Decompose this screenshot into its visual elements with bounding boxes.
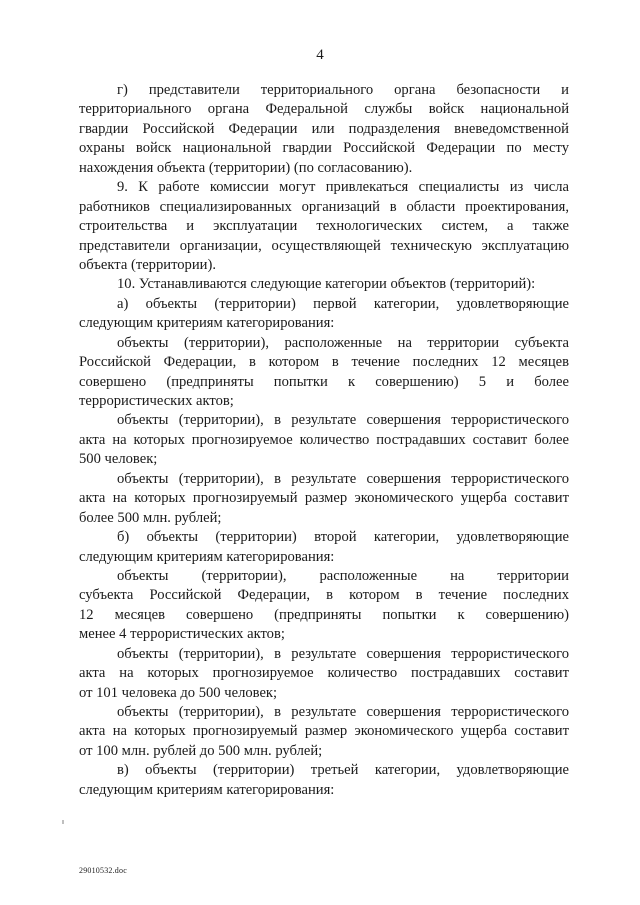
text-line: от 100 млн. рублей до 500 млн. рублей; bbox=[79, 742, 323, 759]
paragraph-item-a-criterion-1 bbox=[79, 334, 569, 412]
text-line: следующим критериям категорирования: bbox=[79, 315, 335, 332]
text-line: строительства и эксплуатации технологических систем, а также bbox=[79, 218, 569, 235]
text-line: объекты (территории), в результате совершения террористического bbox=[117, 704, 569, 720]
text-line: объекты (территории), в результате совершения террористического bbox=[117, 645, 569, 662]
text-line: представители организации, осуществляющей техническую эксплуатацию bbox=[79, 237, 569, 254]
text-line: охраны войск национальной гвардии Российской Федерации по месту bbox=[79, 140, 569, 157]
text-line: субъекта Российской Федерации, в котором в течение последних bbox=[79, 587, 569, 604]
text-line: объекты (территории), расположенные на территории bbox=[117, 567, 569, 584]
text-line: Российской Федерации, в котором в течение последних 12 месяцев bbox=[79, 354, 569, 371]
text-line: в) объекты (территории) третьей категории, удовлетворяющие bbox=[117, 762, 569, 779]
text-line: а) объекты (территории) первой категории, удовлетворяющие bbox=[117, 295, 569, 312]
text-line: территориального органа Федеральной службы войск национальной bbox=[79, 101, 569, 118]
footer-file-name: 29010532.doc bbox=[79, 866, 127, 875]
text-line: более 500 млн. рублей; bbox=[79, 509, 222, 526]
page-number: 4 bbox=[316, 47, 324, 63]
text-line: 9. К работе комиссии могут привлекаться специалисты из числа bbox=[117, 179, 569, 196]
text-line: 10. Устанавливаются следующие категории объектов (территорий): bbox=[117, 276, 536, 293]
text-line: акта на которых прогнозируемый размер экономического ущерба составит bbox=[79, 723, 569, 740]
paragraph-item-a bbox=[79, 295, 569, 334]
paragraph-item-a-criterion-3 bbox=[79, 470, 569, 528]
text-line: совершено (предприняты попытки к совершению) 5 и более bbox=[79, 373, 569, 390]
scan-artifact bbox=[62, 820, 64, 824]
paragraph-clause-9 bbox=[79, 178, 569, 275]
document-body bbox=[79, 81, 569, 800]
text-line: нахождения объекта (территории) (по согласованию). bbox=[79, 159, 413, 176]
paragraph-item-b-criterion-1 bbox=[79, 567, 569, 645]
text-line: акта на которых прогнозируемое количество пострадавших составит более bbox=[79, 431, 569, 448]
text-line: следующим критериям категорирования: bbox=[79, 548, 335, 565]
paragraph-item-b-criterion-2 bbox=[79, 645, 569, 703]
text-line: объекты (территории), расположенные на территории субъекта bbox=[117, 334, 569, 351]
text-line: б) объекты (территории) второй категории, удовлетворяющие bbox=[117, 529, 569, 546]
text-line: 12 месяцев совершено (предприняты попытки к совершению) bbox=[79, 606, 569, 623]
paragraph-clause-10 bbox=[79, 275, 569, 294]
text-line: от 101 человека до 500 человек; bbox=[79, 684, 278, 701]
paragraph-item-b-criterion-3 bbox=[79, 703, 569, 761]
text-line: акта на которых прогнозируемое количество пострадавших составит bbox=[79, 665, 569, 682]
text-line: акта на которых прогнозируемый размер экономического ущерба составит bbox=[79, 490, 569, 507]
text-line: работников специализированных организаций в области проектирования, bbox=[79, 198, 569, 215]
paragraph-item-b bbox=[79, 528, 569, 567]
text-line: объекты (территории), в результате совершения террористического bbox=[117, 412, 569, 429]
text-line: следующим критериям категорирования: bbox=[79, 781, 335, 798]
text-line: объекты (территории), в результате совершения террористического bbox=[117, 470, 569, 487]
text-line: 500 человек; bbox=[79, 451, 158, 468]
paragraph-item-a-criterion-2 bbox=[79, 411, 569, 469]
text-line: террористических актов; bbox=[79, 393, 234, 409]
text-line: объекта (территории). bbox=[79, 256, 216, 273]
paragraph-item-g bbox=[79, 81, 569, 178]
text-line: гвардии Российской Федерации или подразделения вневедомственной bbox=[79, 120, 569, 137]
text-line: менее 4 террористических актов; bbox=[79, 626, 285, 643]
text-line: г) представители территориального органа безопасности и bbox=[117, 82, 569, 98]
paragraph-item-v bbox=[79, 761, 569, 800]
